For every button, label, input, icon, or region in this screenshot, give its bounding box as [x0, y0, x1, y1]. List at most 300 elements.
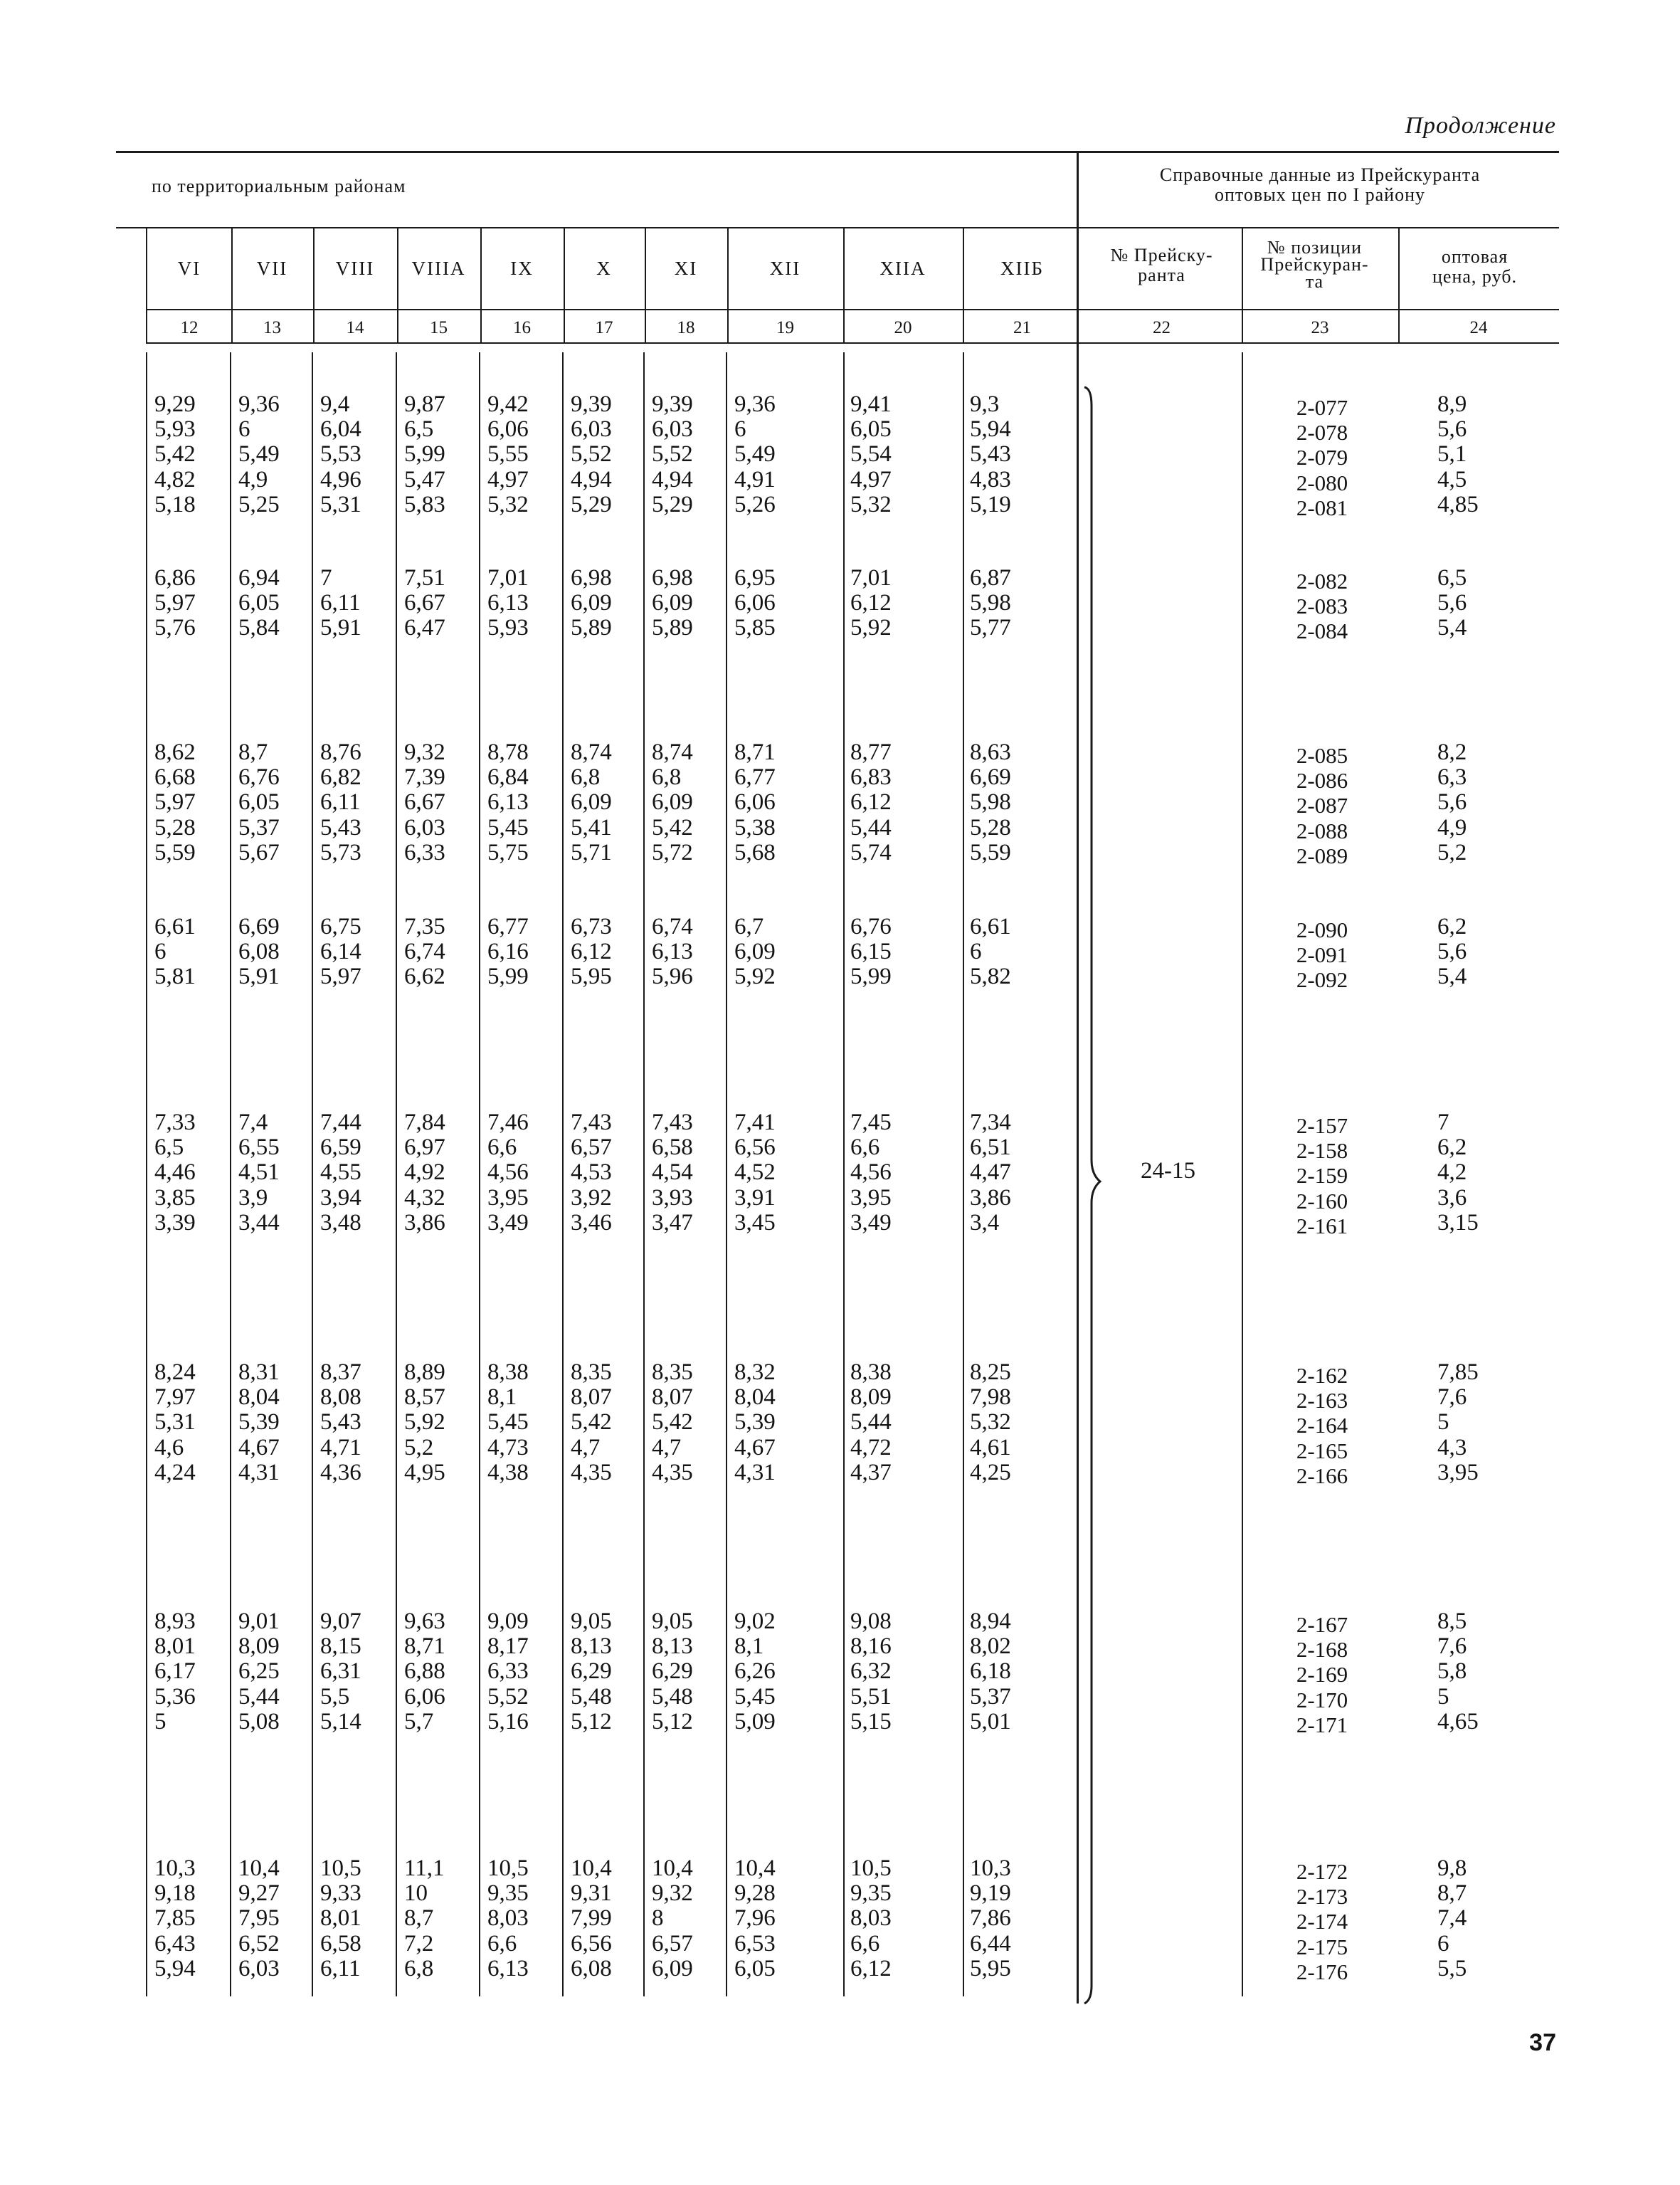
districts-caption: по территориальным районам — [152, 176, 406, 196]
body-rule-v-9 — [963, 352, 964, 1996]
table-cell: 5,42 — [571, 1409, 612, 1436]
table-cell: 6,11 — [320, 789, 361, 816]
body-rule-v-10 — [1242, 352, 1243, 1996]
table-cell: 4,31 — [734, 1459, 776, 1485]
table-cell: 5,12 — [652, 1708, 693, 1734]
table-cell: 4,97 — [487, 466, 529, 493]
table-cell: 6,98 — [652, 565, 693, 591]
body-rule-v-4 — [479, 352, 480, 1996]
table-cell: 6,56 — [734, 1134, 776, 1161]
table-cell: 9,36 — [734, 391, 776, 417]
wholesale-price: 5,5 — [1437, 1955, 1467, 1981]
table-cell: 6,6 — [850, 1930, 880, 1957]
wholesale-price: 4,3 — [1437, 1434, 1467, 1460]
table-cell: 10,4 — [571, 1855, 612, 1881]
wholesale-price: 6,2 — [1437, 1134, 1467, 1161]
wholesale-price: 8,7 — [1437, 1880, 1467, 1907]
reference-caption-line1: Справочные данные из Прейскуранта — [1159, 164, 1481, 185]
column-number-18: 18 — [677, 318, 695, 337]
column-header-2: VII — [256, 258, 288, 279]
header-rule-v-6 — [645, 228, 646, 342]
header-rule-v-5 — [564, 228, 565, 342]
position-number: 2-167 — [1296, 1612, 1348, 1637]
table-cell: 6,97 — [404, 1134, 445, 1161]
column-header-5: IX — [510, 258, 534, 279]
table-cell: 9,32 — [652, 1880, 693, 1907]
column-header-4: VIIIA — [411, 258, 466, 279]
table-cell: 6,14 — [320, 939, 361, 965]
table-cell: 8,35 — [652, 1359, 693, 1385]
table-cell: 5,91 — [238, 964, 280, 990]
table-cell: 10,3 — [154, 1855, 196, 1881]
table-cell: 7,41 — [734, 1110, 776, 1135]
table-cell: 5,77 — [970, 615, 1011, 641]
table-cell: 4,72 — [850, 1434, 892, 1460]
table-cell: 5,14 — [320, 1708, 361, 1734]
table-cell: 6,6 — [487, 1930, 517, 1957]
column-number-12: 12 — [180, 318, 199, 337]
wholesale-price: 5,8 — [1437, 1658, 1467, 1685]
table-cell: 5,43 — [320, 814, 361, 841]
table-cell: 9,33 — [320, 1880, 361, 1907]
table-cell: 7,99 — [571, 1905, 612, 1932]
wholesale-price: 7,6 — [1437, 1633, 1467, 1660]
table-cell: 3,85 — [154, 1184, 196, 1211]
table-cell: 7 — [320, 565, 332, 591]
table-cell: 5,98 — [970, 590, 1011, 616]
table-cell: 3,93 — [652, 1184, 693, 1211]
table-cell: 8,03 — [850, 1905, 892, 1932]
table-cell: 5,89 — [652, 615, 693, 641]
column-number-15: 15 — [430, 318, 448, 337]
table-cell: 9,39 — [652, 391, 693, 417]
table-cell: 8,01 — [320, 1905, 361, 1932]
table-cell: 4,71 — [320, 1434, 361, 1460]
table-cell: 4,67 — [238, 1434, 280, 1460]
table-cell: 6,03 — [652, 416, 693, 443]
table-cell: 6,75 — [320, 914, 361, 939]
col-pricelist-header: № Прейску- ранта — [1110, 245, 1213, 285]
table-cell: 5,43 — [320, 1409, 361, 1436]
header-rule-1b — [1077, 227, 1559, 228]
table-cell: 6,62 — [404, 964, 445, 990]
table-cell: 6,74 — [652, 914, 693, 939]
position-number: 2-085 — [1296, 743, 1348, 768]
wholesale-price: 5 — [1437, 1683, 1449, 1710]
table-cell: 5,99 — [404, 441, 445, 468]
table-cell: 4,91 — [734, 466, 776, 493]
table-cell: 6,13 — [487, 789, 529, 816]
table-cell: 3,95 — [487, 1184, 529, 1211]
position-number: 2-079 — [1296, 445, 1348, 470]
table-cell: 7,43 — [652, 1110, 693, 1135]
table-cell: 5,99 — [850, 964, 892, 990]
table-cell: 5,43 — [970, 441, 1011, 468]
table-cell: 7,35 — [404, 914, 445, 939]
table-cell: 4,82 — [154, 466, 196, 493]
table-cell: 3,44 — [238, 1209, 280, 1236]
table-cell: 6,06 — [734, 590, 776, 616]
table-cell: 3,47 — [652, 1209, 693, 1236]
column-header-7: XI — [674, 258, 698, 279]
position-number: 2-082 — [1296, 569, 1348, 594]
table-cell: 6,05 — [734, 1955, 776, 1981]
table-cell: 8,63 — [970, 739, 1011, 765]
table-cell: 6,76 — [238, 764, 280, 791]
column-number-19: 19 — [776, 318, 794, 337]
table-cell: 9,18 — [154, 1880, 196, 1907]
table-cell: 8,71 — [404, 1633, 445, 1660]
table-cell: 6,29 — [571, 1658, 612, 1685]
table-cell: 9,4 — [320, 391, 350, 417]
table-cell: 5,19 — [970, 491, 1011, 517]
table-cell: 5,99 — [487, 964, 529, 990]
table-cell: 6,86 — [154, 565, 196, 591]
table-cell: 10,5 — [320, 1855, 361, 1881]
table-cell: 6 — [970, 939, 982, 965]
table-cell: 5,59 — [970, 839, 1011, 865]
table-cell: 8,74 — [652, 739, 693, 765]
table-cell: 5,76 — [154, 615, 196, 641]
table-cell: 5,44 — [850, 814, 892, 841]
table-cell: 5,52 — [652, 441, 693, 468]
table-cell: 5,42 — [154, 441, 196, 468]
wholesale-price: 5,6 — [1437, 789, 1467, 816]
table-cell: 7,86 — [970, 1905, 1011, 1932]
position-number: 2-164 — [1296, 1413, 1348, 1438]
top-rule — [116, 151, 1559, 153]
body-rule-v-3 — [396, 352, 397, 1996]
table-cell: 5,82 — [970, 964, 1011, 990]
table-cell: 8,07 — [652, 1384, 693, 1411]
table-cell: 7,4 — [238, 1110, 268, 1135]
column-number-17: 17 — [595, 318, 613, 337]
table-cell: 6,08 — [238, 939, 280, 965]
table-cell: 7,01 — [487, 565, 529, 591]
table-cell: 9,35 — [487, 1880, 529, 1907]
table-cell: 6,17 — [154, 1658, 196, 1685]
table-cell: 6,8 — [571, 764, 601, 791]
table-cell: 8,76 — [320, 739, 361, 765]
table-cell: 8,78 — [487, 739, 529, 765]
column-header-1: VI — [177, 258, 201, 279]
position-number: 2-172 — [1296, 1859, 1348, 1884]
table-cell: 10,4 — [238, 1855, 280, 1881]
table-cell: 9,08 — [850, 1609, 892, 1634]
position-number: 2-174 — [1296, 1909, 1348, 1934]
table-cell: 6,84 — [487, 764, 529, 791]
table-cell: 5,09 — [734, 1708, 776, 1734]
table-cell: 6,69 — [970, 764, 1011, 791]
table-cell: 5,16 — [487, 1708, 529, 1734]
table-cell: 5,92 — [404, 1409, 445, 1436]
reference-caption-line2: оптовых цен по I району — [1215, 184, 1425, 205]
table-cell: 6,57 — [652, 1930, 693, 1957]
table-cell: 8,25 — [970, 1359, 1011, 1385]
table-cell: 4,67 — [734, 1434, 776, 1460]
table-cell: 5,49 — [734, 441, 776, 468]
table-cell: 5,45 — [487, 1409, 529, 1436]
table-cell: 7,51 — [404, 565, 445, 591]
table-cell: 6,25 — [238, 1658, 280, 1685]
table-cell: 6,03 — [571, 416, 612, 443]
table-cell: 6,59 — [320, 1134, 361, 1161]
table-cell: 5,2 — [404, 1434, 434, 1460]
table-cell: 7,96 — [734, 1905, 776, 1932]
wholesale-price: 5,6 — [1437, 416, 1467, 443]
table-cell: 6,94 — [238, 565, 280, 591]
wholesale-price: 5,4 — [1437, 964, 1467, 990]
table-cell: 4,51 — [238, 1159, 280, 1186]
table-cell: 7,34 — [970, 1110, 1011, 1135]
table-cell: 5,95 — [571, 964, 612, 990]
table-cell: 9,02 — [734, 1609, 776, 1634]
table-cell: 5,93 — [487, 615, 529, 641]
wholesale-price: 4,2 — [1437, 1159, 1467, 1186]
table-cell: 4,7 — [571, 1434, 601, 1460]
table-cell: 5,08 — [238, 1708, 280, 1734]
table-cell: 5,98 — [970, 789, 1011, 816]
pricelist-number: 24-15 — [1141, 1158, 1195, 1184]
table-cell: 8,62 — [154, 739, 196, 765]
table-cell: 8,1 — [487, 1384, 517, 1411]
table-cell: 4,73 — [487, 1434, 529, 1460]
table-cell: 8,03 — [487, 1905, 529, 1932]
header-rule-v-7 — [727, 228, 729, 342]
table-cell: 10,4 — [652, 1855, 693, 1881]
table-cell: 6,61 — [154, 914, 196, 939]
table-cell: 6,13 — [487, 590, 529, 616]
table-cell: 5,93 — [154, 416, 196, 443]
table-cell: 6,5 — [404, 416, 434, 443]
table-cell: 4,25 — [970, 1459, 1011, 1485]
position-number: 2-092 — [1296, 967, 1348, 993]
position-number: 2-078 — [1296, 420, 1348, 446]
table-cell: 6,26 — [734, 1658, 776, 1685]
table-cell: 7,39 — [404, 764, 445, 791]
table-cell: 6,5 — [154, 1134, 184, 1161]
table-cell: 3,95 — [850, 1184, 892, 1211]
table-cell: 6,33 — [404, 839, 445, 865]
wholesale-price: 4,65 — [1437, 1708, 1479, 1734]
table-cell: 5,55 — [487, 441, 529, 468]
table-cell: 4,46 — [154, 1159, 196, 1186]
table-cell: 7,2 — [404, 1930, 434, 1957]
table-cell: 6,08 — [571, 1955, 612, 1981]
table-cell: 6,13 — [487, 1955, 529, 1981]
table-cell: 9,05 — [571, 1609, 612, 1634]
table-cell: 9,3 — [970, 391, 1000, 417]
table-cell: 9,39 — [571, 391, 612, 417]
table-cell: 7,44 — [320, 1110, 361, 1135]
body-rule-v-0 — [146, 352, 147, 1996]
table-cell: 5,96 — [652, 964, 693, 990]
table-cell: 8,13 — [652, 1633, 693, 1660]
wholesale-price: 8,2 — [1437, 739, 1467, 765]
table-cell: 5,28 — [970, 814, 1011, 841]
table-cell: 6,12 — [850, 789, 892, 816]
header-rule-v-0 — [146, 228, 147, 342]
table-cell: 6,88 — [404, 1658, 445, 1685]
wholesale-price: 6,2 — [1437, 914, 1467, 939]
table-cell: 9,27 — [238, 1880, 280, 1907]
column-number-21: 21 — [1013, 318, 1031, 337]
table-cell: 6,69 — [238, 914, 280, 939]
table-cell: 8,38 — [487, 1359, 529, 1385]
table-cell: 5,7 — [404, 1708, 434, 1734]
wholesale-price: 5 — [1437, 1409, 1449, 1436]
table-cell: 8,7 — [238, 739, 268, 765]
position-number: 2-088 — [1296, 818, 1348, 843]
table-cell: 6,05 — [238, 590, 280, 616]
table-cell: 6,83 — [850, 764, 892, 791]
header-rule-v-9 — [963, 228, 964, 342]
table-cell: 6,6 — [850, 1134, 880, 1161]
table-cell: 6,12 — [571, 939, 612, 965]
table-cell: 8,57 — [404, 1384, 445, 1411]
table-cell: 5,29 — [571, 491, 612, 517]
table-cell: 6,16 — [487, 939, 529, 965]
table-cell: 9,35 — [850, 1880, 892, 1907]
table-cell: 6,6 — [487, 1134, 517, 1161]
table-cell: 7,01 — [850, 565, 892, 591]
table-cell: 3,49 — [850, 1209, 892, 1236]
column-header-10: XIIБ — [1000, 258, 1044, 279]
table-cell: 6,43 — [154, 1930, 196, 1957]
table-cell: 6,95 — [734, 565, 776, 591]
position-number: 2-087 — [1296, 793, 1348, 818]
table-cell: 3,9 — [238, 1184, 268, 1211]
table-cell: 6,09 — [652, 590, 693, 616]
position-number: 2-080 — [1296, 470, 1348, 495]
table-cell: 8,1 — [734, 1633, 764, 1660]
table-cell: 9,09 — [487, 1609, 529, 1634]
position-number: 2-166 — [1296, 1463, 1348, 1488]
table-cell: 8,17 — [487, 1633, 529, 1660]
table-cell: 6,51 — [970, 1134, 1011, 1161]
wholesale-price: 6,3 — [1437, 764, 1467, 791]
table-cell: 6,12 — [850, 1955, 892, 1981]
table-cell: 4,47 — [970, 1159, 1011, 1186]
reference-caption — [1082, 165, 1558, 205]
table-cell: 4,94 — [652, 466, 693, 493]
table-cell: 6,32 — [850, 1658, 892, 1685]
table-cell: 6,67 — [404, 590, 445, 616]
table-cell: 6,09 — [571, 590, 612, 616]
position-number: 2-090 — [1296, 917, 1348, 942]
table-cell: 4,56 — [850, 1159, 892, 1186]
table-cell: 3,46 — [571, 1209, 612, 1236]
position-number: 2-158 — [1296, 1138, 1348, 1164]
wholesale-price: 4,85 — [1437, 491, 1479, 517]
header-rule-v-11 — [1398, 228, 1400, 342]
table-cell: 4,83 — [970, 466, 1011, 493]
wholesale-price: 3,15 — [1437, 1209, 1479, 1236]
body-rule-v-6 — [643, 352, 645, 1996]
table-cell: 9,29 — [154, 391, 196, 417]
table-cell: 9,63 — [404, 1609, 445, 1634]
table-cell: 5,97 — [154, 590, 196, 616]
table-cell: 4,97 — [850, 466, 892, 493]
column-header-6: X — [596, 258, 612, 279]
table-cell: 5,95 — [970, 1955, 1011, 1981]
table-cell: 5,25 — [238, 491, 280, 517]
body-rule-v-8 — [843, 352, 845, 1996]
table-cell: 5,5 — [320, 1683, 350, 1710]
position-number: 2-084 — [1296, 618, 1348, 644]
table-cell: 5,15 — [850, 1708, 892, 1734]
table-cell: 6,68 — [154, 764, 196, 791]
table-cell: 10 — [404, 1880, 428, 1907]
table-cell: 6,77 — [487, 914, 529, 939]
table-cell: 6,15 — [850, 939, 892, 965]
wholesale-price: 5,6 — [1437, 939, 1467, 965]
table-cell: 6,74 — [404, 939, 445, 965]
table-cell: 5,81 — [154, 964, 196, 990]
header-rule-3 — [146, 342, 1559, 344]
table-cell: 3,49 — [487, 1209, 529, 1236]
table-cell: 10,5 — [850, 1855, 892, 1881]
body-rule-v-2 — [312, 352, 313, 1996]
table-cell: 5,42 — [652, 814, 693, 841]
position-number: 2-083 — [1296, 594, 1348, 619]
table-cell: 7,97 — [154, 1384, 196, 1411]
table-cell: 4,96 — [320, 466, 361, 493]
table-cell: 6,53 — [734, 1930, 776, 1957]
table-cell: 8,16 — [850, 1633, 892, 1660]
table-cell: 6,58 — [652, 1134, 693, 1161]
position-number: 2-159 — [1296, 1163, 1348, 1189]
table-cell: 8,77 — [850, 739, 892, 765]
table-cell: 5,29 — [652, 491, 693, 517]
page-number: 37 — [1529, 2029, 1556, 2056]
table-cell: 6,67 — [404, 789, 445, 816]
table-cell: 5,52 — [571, 441, 612, 468]
table-cell: 8,04 — [238, 1384, 280, 1411]
wholesale-price: 4,5 — [1437, 466, 1467, 493]
position-number: 2-162 — [1296, 1363, 1348, 1388]
body-rule-v-7 — [726, 352, 727, 1996]
table-cell: 6,06 — [487, 416, 529, 443]
table-cell: 5,36 — [154, 1683, 196, 1710]
table-cell: 5,32 — [850, 491, 892, 517]
table-cell: 3,91 — [734, 1184, 776, 1211]
table-cell: 6,09 — [734, 939, 776, 965]
table-cell: 4,56 — [487, 1159, 529, 1186]
column-header-9: XIIA — [879, 258, 926, 279]
table-cell: 8,04 — [734, 1384, 776, 1411]
wholesale-price: 7 — [1437, 1110, 1449, 1135]
body-rule-v-5 — [562, 352, 564, 1996]
position-number: 2-173 — [1296, 1884, 1348, 1910]
table-cell: 5,59 — [154, 839, 196, 865]
table-cell: 8,37 — [320, 1359, 361, 1385]
table-cell: 6,82 — [320, 764, 361, 791]
table-cell: 8,93 — [154, 1609, 196, 1634]
table-cell: 5,18 — [154, 491, 196, 517]
table-cell: 5,31 — [320, 491, 361, 517]
table-cell: 4,37 — [850, 1459, 892, 1485]
table-cell: 5,67 — [238, 839, 280, 865]
table-cell: 8,13 — [571, 1633, 612, 1660]
table-cell: 4,6 — [154, 1434, 184, 1460]
table-cell: 5,12 — [571, 1708, 612, 1734]
table-cell: 5,94 — [970, 416, 1011, 443]
table-cell: 6 — [238, 416, 250, 443]
table-cell: 9,31 — [571, 1880, 612, 1907]
table-cell: 5,73 — [320, 839, 361, 865]
table-cell: 5,85 — [734, 615, 776, 641]
